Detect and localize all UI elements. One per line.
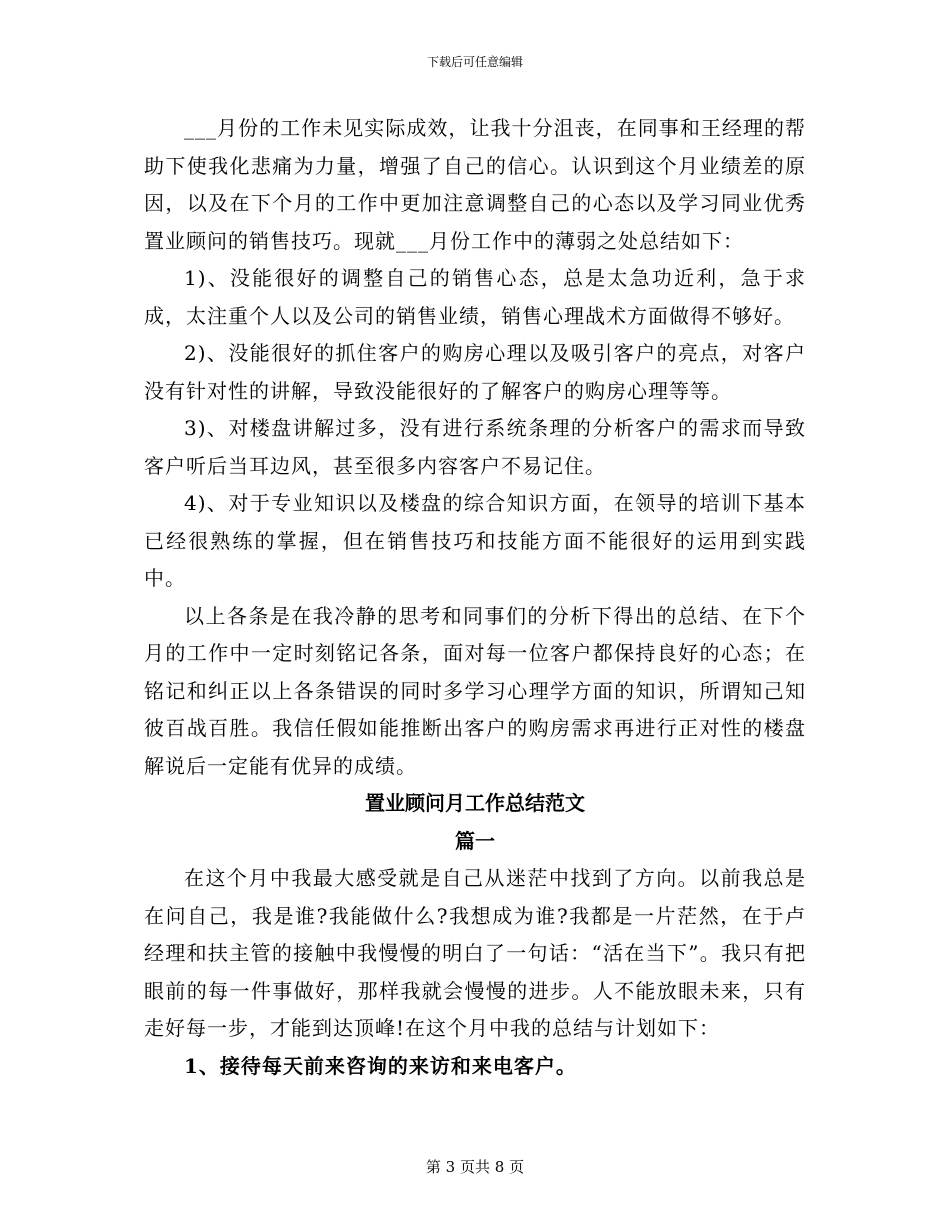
section-subtitle: 篇一: [455, 828, 495, 853]
point-4-paragraph: 4)、对于专业知识以及楼盘的综合知识方面，在领导的培训下基本已经很熟练的掌握，但在销售技巧和技能方面不能很好的运用到实践中。: [144, 491, 806, 590]
section-heading-1: 1、接待每天前来咨询的来访和来电客户。: [184, 1053, 577, 1078]
point-1-paragraph: 1)、没能很好的调整自己的销售心态，总是太急功近利，急于求成，太注重个人以及公司的销售业绩，销售心理战术方面做得不够好。: [144, 266, 806, 328]
point-3-paragraph: 3)、对楼盘讲解过多，没有进行系统条理的分析客户的需求而导致客户听后当耳边风，甚至很多内容客户不易记住。: [144, 416, 806, 478]
point-2-paragraph: 2)、没能很好的抓住客户的购房心理以及吸引客户的亮点，对客户没有针对性的讲解，导致没能很好的了解客户的购房心理等等。: [144, 341, 806, 403]
page-number: 第 3 页共 8 页: [425, 1158, 525, 1176]
page-header: 下载后可任意编辑: [426, 55, 523, 69]
document-body: [144, 110, 806, 1085]
section-paragraph: 在这个月中我最大感受就是自己从迷茫中找到了方向。以前我总是在问自己，我是谁?我能做什么?我想成为谁?我都是一片茫然，在于卢经理和扶主管的接触中我慢慢的明白了一句话：“活在当下”。我只有把眼前的每一件事做好，那样我就会慢慢的进步。人不能放眼未来，只有走好每一步，才能到达顶峰!在这个月中我的总结与计划如下：: [144, 866, 806, 1040]
section-title: 置业顾问月工作总结范文: [365, 791, 585, 815]
conclusion-paragraph: 以上各条是在我冷静的思考和同事们的分析下得出的总结、在下个月的工作中一定时刻铭记各条，面对每一位客户都保持良好的心态；在铭记和纠正以上各条错误的同时多学习心理学方面的知识，所谓知己知彼百战百胜。我信任假如能推断出客户的购房需求再进行正对性的楼盘解说后一定能有优异的成绩。: [144, 603, 806, 778]
intro-paragraph: ___月份的工作未见实际成效，让我十分沮丧，在同事和王经理的帮助下使我化悲痛为力量，增强了自己的信心。认识到这个月业绩差的原因，以及在下个月的工作中更加注意调整自己的心态以及学习同业优秀置业顾问的销售技巧。现就___月份工作中的薄弱之处总结如下：: [144, 116, 806, 253]
